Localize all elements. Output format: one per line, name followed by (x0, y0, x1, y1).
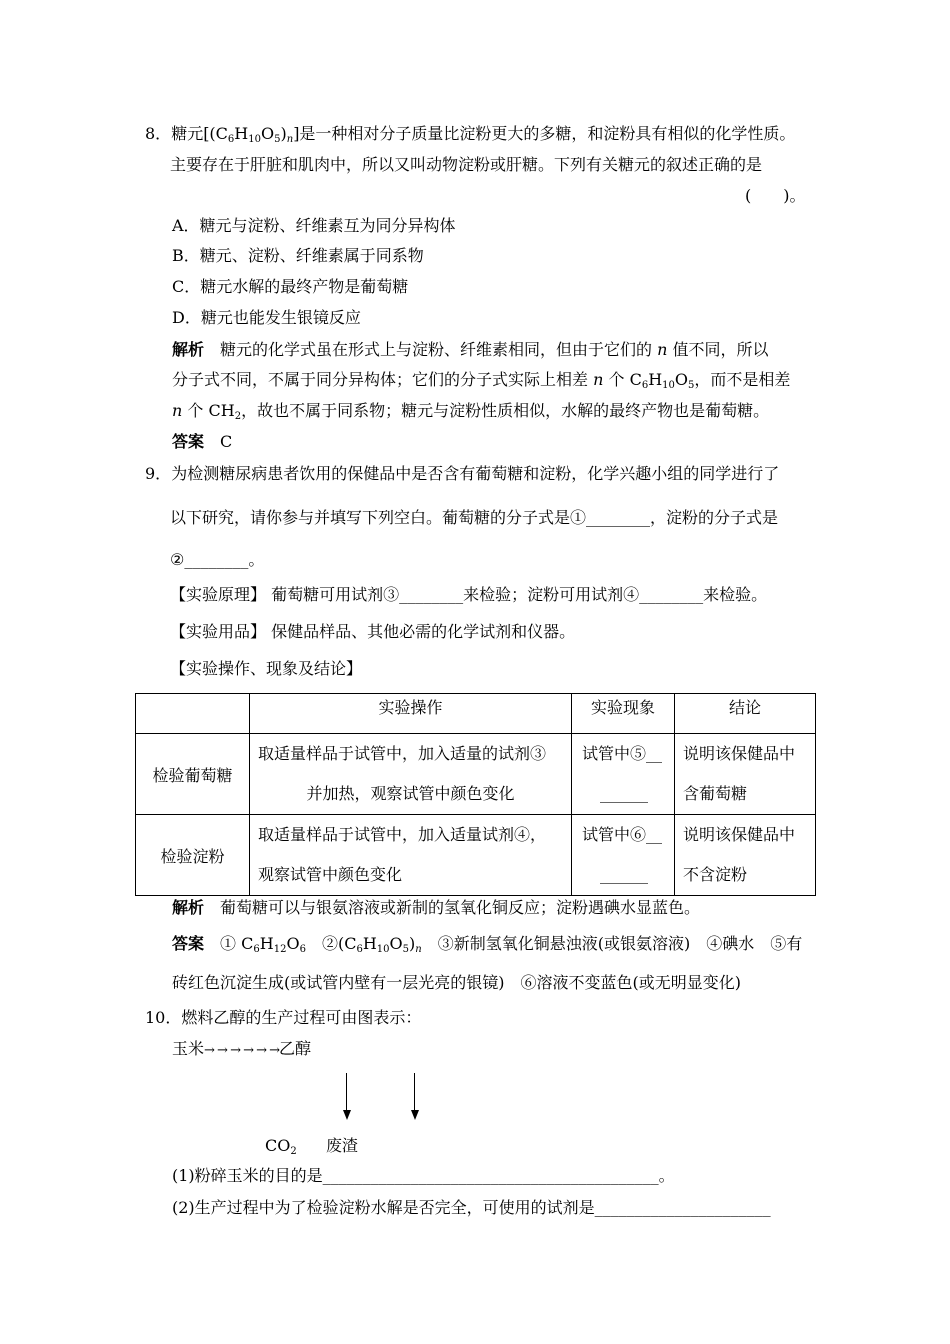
table-row (136, 734, 816, 815)
q10-stem: 10．燃料乙醇的生产过程可由图表示： (145, 1008, 422, 1027)
q9-ops-title: 【实验操作、现象及结论】 (170, 659, 363, 678)
table-cell-conclusion: 说明该保健品中 含葡萄糖 (675, 734, 816, 815)
q10-sub1: (1)粉碎玉米的目的是__________________________________________。 (172, 1166, 675, 1185)
q9-stem-line1: 9．为检测糖尿病患者饮用的保健品中是否含有葡萄糖和淀粉，化学兴趣小组的同学进行了 (145, 464, 780, 483)
table-header-cell: 实验现象 (572, 694, 675, 734)
table-cell-phenomenon: 试管中⑥__ ______ (572, 815, 675, 896)
table-cell-name: 检验葡萄糖 (136, 734, 250, 815)
q9-principle: 【实验原理】 葡萄糖可用试剂③________来检验；淀粉可用试剂④________来检验。 (170, 585, 768, 604)
flow-arrows: → → → → → → (204, 1043, 280, 1058)
table-header-cell: 实验操作 (250, 694, 572, 734)
table-cell-conclusion: 说明该保健品中 不含淀粉 (675, 815, 816, 896)
answer-label: 答案 (172, 432, 205, 451)
answer-label: 答案 (172, 934, 205, 953)
arrow-down-waste (414, 1073, 415, 1111)
q9-materials: 【实验用品】 保健品样品、其他必需的化学试剂和仪器。 (170, 622, 576, 641)
analysis-label: 解析 (172, 340, 205, 359)
table-cell-name: 检验淀粉 (136, 815, 250, 896)
q8-option-a: A．糖元与淀粉、纤维素互为同分异构体 (172, 216, 456, 235)
q8-option-d: D．糖元也能发生银镜反应 (172, 308, 361, 327)
q8-answer-blank: ( )。 (745, 186, 806, 205)
q8-analysis-line1: 解析 糖元的化学式虽在形式上与淀粉、纤维素相同，但由于它们的 n 值不同，所以 (172, 340, 769, 359)
table-row (136, 815, 816, 896)
q9-stem-line2: 以下研究，请你参与并填写下列空白。葡萄糖的分子式是①________，淀粉的分子式是 (170, 508, 779, 527)
flow-diagram-row (172, 1039, 311, 1061)
q8-stem-line1: 8．糖元$[(C_6H_{10}O_5)_n]$是一种相对分子质量比淀粉更大的多糖，和淀粉具有相似的化学性质。 (145, 124, 796, 145)
co2-label: $CO_2$ (265, 1136, 297, 1157)
arrowhead-waste-icon (411, 1110, 419, 1120)
q8-option-c: C．糖元水解的最终产物是葡萄糖 (172, 277, 409, 296)
flow-start: 玉米 (172, 1039, 205, 1058)
table-header-cell (136, 694, 250, 734)
table-header-cell: 结论 (675, 694, 816, 734)
arrow-down-co2 (346, 1073, 347, 1111)
q9-answer-line1: 答案 ① $C_6H_{12}O_6$ $②(C_6H_{10}O_5)_n$ ③新制氢氧化铜悬浊液(或银氨溶液) ④碘水 ⑤有 (172, 934, 803, 955)
table-header-row (136, 694, 816, 734)
experiment-table (135, 693, 816, 896)
table-cell-operation: 取适量样品于试管中，加入适量的试剂③ 并加热，观察试管中颜色变化 (250, 734, 572, 815)
q8-option-b: B．糖元、淀粉、纤维素属于同系物 (172, 246, 424, 265)
table-cell-operation: 取适量样品于试管中，加入适量试剂④， 观察试管中颜色变化 (250, 815, 572, 896)
q8-analysis-line2: 分子式不同，不属于同分异构体；它们的分子式实际上相差 n 个 $C_6H_{10}O_5$，而不是相差 (172, 370, 791, 391)
q9-answer-line2: 砖红色沉淀生成(或试管内壁有一层光亮的银镜) ⑥溶液不变蓝色(或无明显变化) (172, 973, 741, 992)
q10-sub2: (2)生产过程中为了检验淀粉水解是否完全，可使用的试剂是______________________ (172, 1198, 771, 1217)
q8-stem-line2: 主要存在于肝脏和肌肉中，所以又叫动物淀粉或肝糖。下列有关糖元的叙述正确的是 (170, 155, 763, 174)
q8-analysis-line3: n 个 $CH_2$，故也不属于同系物；糖元与淀粉性质相似，水解的最终产物也是葡萄糖。 (172, 401, 770, 422)
waste-label: 废渣 (326, 1136, 359, 1155)
flow-end: 乙醇 (279, 1039, 312, 1058)
q8-answer: 答案 C (172, 432, 233, 451)
arrowhead-co2-icon (343, 1110, 351, 1120)
q9-stem-line3: ②________。 (170, 550, 265, 569)
analysis-label: 解析 (172, 898, 205, 917)
q9-analysis: 解析 葡萄糖可以与银氨溶液或新制的氢氧化铜反应；淀粉遇碘水显蓝色。 (172, 898, 701, 917)
table-cell-phenomenon: 试管中⑤__ ______ (572, 734, 675, 815)
